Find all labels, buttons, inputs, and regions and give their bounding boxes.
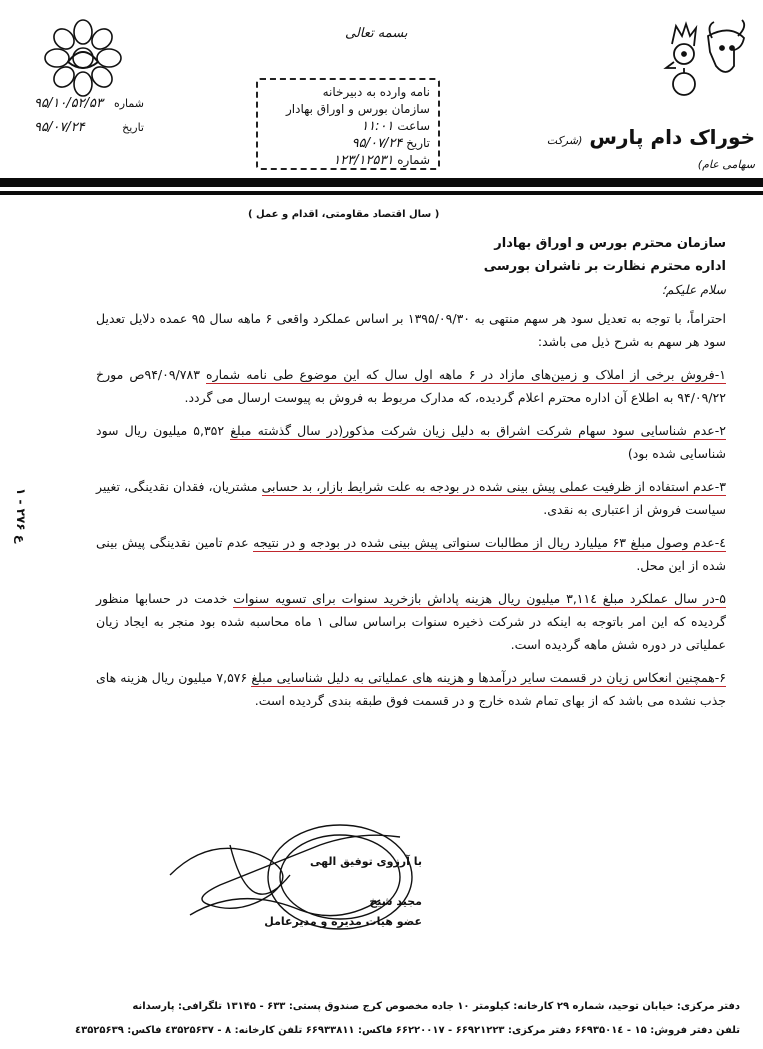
receipt-stamp [256,78,440,170]
reason-item-5-lead: ۵-در سال عملکرد مبلغ ۳,۱۱٤ میلیون ریال هزینه پاداش بازخرید سنوات برای تسویه سنوات [233,591,726,606]
footer-phone-line: تلفن دفتر فروش: ۱۵ - ۶۶۹۳۵۰۱٤ دفتر مرکزی: ۶۶۹۲۱۲۲۳ - ۶۶۲۲۰۰۱۷ فاکس: ۶۶۹۳۳۸۱۱ تلفن کارخانه: ۸ - ٤۳۵۲۵۶۳۷ فاکس: ٤۳۵۲۵۶۳۹ [75,1025,740,1036]
reason-item-1 [96,363,726,409]
reason-item-5 [96,587,726,656]
ref-date-value: ۹۵/۰۷/۲۴ [34,120,85,135]
reason-item-2-rest: ۵,۳۵۲ میلیون ریال سود شناسایی شده بود) [96,423,726,461]
stamp-number-label: شماره [397,153,430,167]
reason-item-5-rest: خدمت در حسابها منظور گردیده که این امر باتوجه به اینکه در شرکت ذخیره سنوات براساس سالی ۱ ماه محاسبه شده بود منجر به ایجاد زیان عملیاتی در دوره شش ماهه گردیده است. [96,591,726,652]
company-logo-flower-icon [38,18,128,98]
intro-paragraph: احتراماً، با توجه به تعدیل سود هر سهم منتهی به ۱۳۹۵/۰۹/۳۰ بر اساس عملکرد واقعی ۶ ماهه سال ۹۵ عمده دلایل تعدیل سود هر سهم به شرح ذیل می باشد: [96,311,727,349]
signature-name: مجید شیخ [369,895,422,908]
reason-item-2 [96,419,726,465]
reason-item-6 [96,666,726,712]
stamp-time-label: ساعت [397,119,430,133]
year-motto: ( سال اقتصاد مقاومتی، اقدام و عمل ) [248,209,440,220]
letter-body [96,232,726,712]
company-name-text: خوراک دام پارس [589,125,755,149]
recipient-line-1: سازمان محترم بورس و اوراق بهادار [494,236,726,251]
signature-closing: با آرزوی توفیق الهی [309,855,422,868]
company-type: (شرکت سهامی عام) [546,134,755,171]
stamp-date-row [266,135,430,152]
stamp-time-row [266,118,430,135]
footer-address-line: دفتر مرکزی: خیابان توحید، شماره ۲۹ کارخانه: کیلومتر ۱۰ جاده مخصوص کرج صندوق پستی: ۶۳۳ - ۱۳۱۴۵ تلگرافی: پارسدانه [132,1001,740,1012]
stamp-time-value: ۱۱:۰۱ [361,119,394,134]
signature-block [262,852,422,932]
reference-block [34,92,144,140]
reason-item-3-lead: ۳-عدم استفاده از ظرفیت عملی پیش بینی شده در بودجه به علت شرایط بازار، بد حسابی [261,479,726,494]
stamp-number-row [266,152,430,169]
ref-number-value: ۹۵/۱۰/۵۲/۵۳ [34,96,103,111]
reason-item-4-rest: عدم تامین نقدینگی پیش بینی شده از این محل. [96,535,726,573]
ref-number-label: شماره [113,97,144,110]
reason-item-4-lead: ٤-عدم وصول مبلغ ۶۳ میلیارد ریال از مطالبات سنواتی پیش بینی شده در بودجه و در نتیجه [253,535,726,550]
stamp-date-value: ۹۵/۰۷/۲۴ [351,136,403,151]
reason-item-1-lead: ۱-فروش برخی از املاک و زمین‌های مازاد در ۶ ماهه اول سال که این موضوع طی نامه شماره [206,367,726,382]
stamp-number-value: ۱۲۳/۱۲۵۳۱ [333,153,394,168]
ref-date-row [34,116,144,140]
ref-date-label: تاریخ [122,121,144,134]
reason-item-1-rest: ۹۴/۰۹/۷۸۳ص مورخ ۹۴/۰۹/۲۲ به اطلاع آن اداره محترم اعلام گردیده، که مدارک مربوط به فروش به پیوست ارسال می گردد. [96,367,726,405]
bismillah: بسمه تعالی [345,26,408,41]
recipient-line-2: اداره محترم نظارت بر ناشران بورسی [483,259,726,274]
company-name [520,125,755,173]
header-divider-thin [0,191,763,195]
reason-item-2-lead: ۲-عدم شناسایی سود سهام شرکت اشراق به دلیل زیان شرکت مذکور(در سال گذشته مبلغ [230,423,726,438]
reason-item-3-rest: مشتریان، فقدان نقدینگی، تغییر سیاست فروش از اعتباری به نقدی. [96,479,726,517]
greeting: سلام علیکم؛ [661,282,726,297]
reason-item-6-lead: ۶-همچنین انعکاس زیان در قسمت سایر درآمدها و هزینه های عملیاتی به دلیل شناسایی مبلغ [251,670,726,685]
header-divider-thick [0,178,763,187]
ref-number-row [34,92,144,116]
reason-item-3 [96,475,726,521]
side-reference-code: ۱ - ۲۷۶ ع [14,488,28,544]
company-logo-animals-icon [660,16,750,106]
stamp-date-label: تاریخ [406,136,430,150]
stamp-line-2: سازمان بورس و اوراق بهادار [285,102,430,116]
stamp-line-1: نامه وارده به دبیرخانه [322,85,430,99]
footer-contact [32,995,740,1043]
reason-item-6-rest: ۷,۵۷۶ میلیون ریال هزینه های جذب نشده می باشد که از بهای تمام شده خارج و در قسمت فوق طبقه بندی گردیده است. [96,670,726,708]
reason-item-4 [96,531,726,577]
signature-title: عضو هیات مدیره و مدیرعامل [264,915,422,928]
